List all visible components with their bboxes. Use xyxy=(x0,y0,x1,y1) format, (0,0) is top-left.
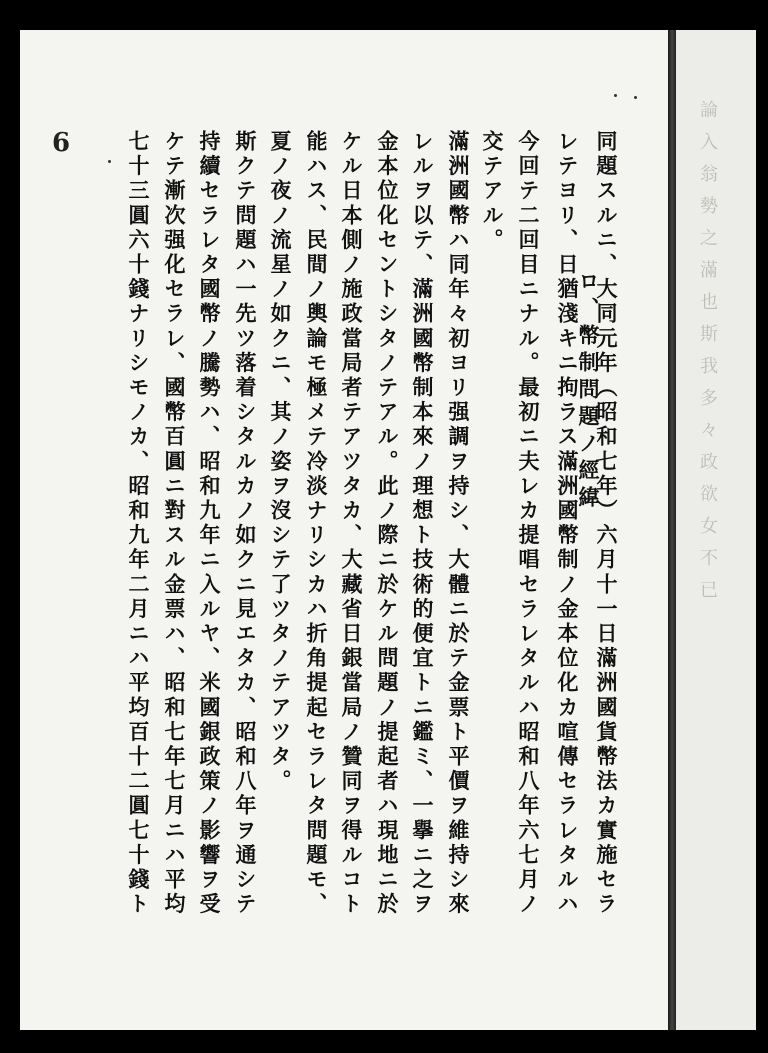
facing-page xyxy=(676,30,756,1030)
text-line: レルヲ以テ、滿洲國幣制本來ノ理想ト技術的便宜トニ鑑ミ、一擧ニ之ヲ xyxy=(410,130,435,918)
text-line: ケテ漸次强化セラレ、國幣百圓ニ對スル金票ハ、昭和七年七月ニハ平均 xyxy=(162,130,187,918)
text-line: 持續セラレタ國幣ノ騰勢ハ、昭和九年ニ入ルヤ、米國銀政策ノ影響ヲ受 xyxy=(197,130,222,918)
text-line: 交テアル。 xyxy=(480,130,505,253)
bleed-through-text: 論入翁勢之滿也斯我多々政欲女不已 xyxy=(697,100,718,612)
text-line: レテヨリ、日猶淺キニ拘ラス滿洲國幣制ノ金本位化カ喧傳セラレタルハ xyxy=(555,130,580,918)
text-line: 斯クテ問題ハ一先ツ落着シタルカノ如クニ見エタカ、昭和八年ヲ通シテ xyxy=(233,130,258,918)
speck xyxy=(108,160,111,163)
margin-mark: 6 xyxy=(52,128,71,158)
text-line: 七十三圓六十錢ナリシモノカ、昭和九年二月ニハ平均百十二圓七十錢ト xyxy=(126,130,151,918)
text-line: 能ハス、民間ノ輿論モ極メテ冷淡ナリシカハ折角提起セラレタ問題モ、 xyxy=(304,130,329,918)
text-line: 同題スルニ、大同元年（昭和七年）六月十一日滿洲國貨幣法カ實施セラ xyxy=(594,130,619,918)
text-line: 滿洲國幣ハ同年々初ヨリ强調ヲ持シ、大體ニ於テ金票ト平價ヲ維持シ來 xyxy=(446,130,471,918)
speck xyxy=(614,94,617,97)
text-line: 夏ノ夜ノ流星ノ如クニ、其ノ姿ヲ沒シテ了ツタノテアツタ。 xyxy=(268,130,293,795)
speck xyxy=(634,96,637,99)
section-heading: ロ、幣制問題ノ經緯 xyxy=(576,270,601,513)
text-line: 今回テ二回目ニナル。最初ニ夫レカ提唱セラレタルハ昭和八年六七月ノ xyxy=(516,130,541,918)
text-line: 金本位化セントシタノテアル。此ノ際ニ於ケル問題ノ提起者ハ現地ニ於 xyxy=(375,130,400,918)
text-line: ケル日本側ノ施政當局者テアツタカ、大藏省日銀當局ノ贊同ヲ得ルコト xyxy=(339,130,364,918)
